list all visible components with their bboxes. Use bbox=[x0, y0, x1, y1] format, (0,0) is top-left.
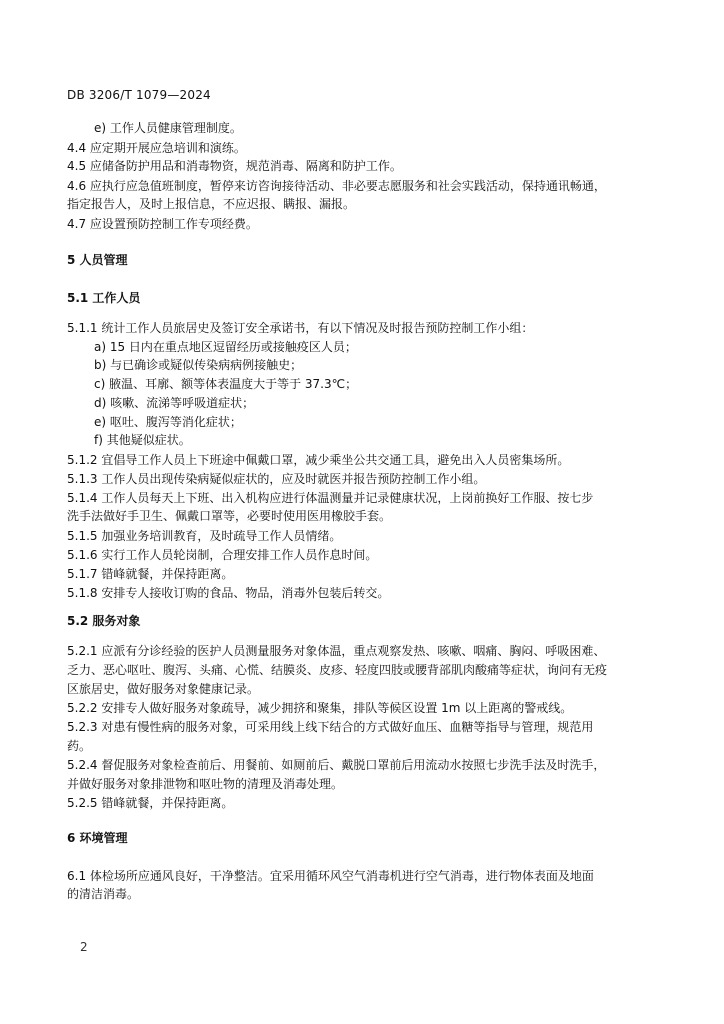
clause-4-7: 4.7 应设置预防控制工作专项经费。 bbox=[67, 217, 258, 231]
clause-5-1-7: 5.1.7 错峰就餐，并保持距离。 bbox=[67, 567, 234, 581]
list-item-e2: e) 呕吐、腹泻等消化症状； bbox=[94, 415, 242, 429]
clause-5-2-1: 5.2.1 应派有分诊经验的医护人员测量服务对象体温，重点观察发热、咳嗽、咽痛、胸闷、呼吸困难、 bbox=[67, 644, 606, 658]
clause-4-6: 4.6 应执行应急值班制度，暂停来访咨询接待活动、非必要志愿服务和社会实践活动，保持通讯畅通， bbox=[67, 179, 606, 193]
clause-4-6-cont: 指定报告人，及时上报信息，不应迟报、瞒报、漏报。 bbox=[67, 197, 356, 211]
clause-5-1-4: 5.1.4 工作人员每天上下班、出入机构应进行体温测量并记录健康状况，上岗前换好工作服、按七步 bbox=[67, 491, 594, 505]
clause-5-2-4: 5.2.4 督促服务对象检查前后、用餐前、如厕前后、戴脱口罩前后用流动水按照七步洗手法及时洗手， bbox=[67, 758, 606, 772]
clause-5-1-5: 5.1.5 加强业务培训教育，及时疏导工作人员情绪。 bbox=[67, 529, 342, 543]
clause-4-4: 4.4 应定期开展应急培训和演练。 bbox=[67, 141, 246, 155]
clause-5-1-4-cont: 洗手法做好手卫生、佩戴口罩等，必要时使用医用橡胶手套。 bbox=[67, 509, 392, 523]
clause-5-1-2: 5.1.2 宜倡导工作人员上下班途中佩戴口罩，减少乘坐公共交通工具，避免出入人员密集场所。 bbox=[67, 453, 570, 467]
list-item-a: a) 15 日内在重点地区逗留经历或接触疫区人员； bbox=[94, 340, 357, 354]
clause-5-2-4-cont: 并做好服务对象排泄物和呕吐物的清理及消毒处理。 bbox=[67, 777, 344, 791]
clause-4-5: 4.5 应储备防护用品和消毒物资，规范消毒、隔离和防护工作。 bbox=[67, 159, 402, 173]
clause-5-1-8: 5.1.8 安排专人接收订购的食品、物品，消毒外包装后转交。 bbox=[67, 586, 390, 600]
list-item-d: d) 咳嗽、流涕等呼吸道症状； bbox=[94, 396, 255, 410]
standard-number-header: DB 3206/T 1079—2024 bbox=[67, 88, 211, 102]
clause-5-2-3: 5.2.3 对患有慢性病的服务对象，可采用线上线下结合的方式做好血压、血糖等指导与管理，规范用 bbox=[67, 720, 594, 734]
list-item-f: f) 其他疑似症状。 bbox=[94, 433, 191, 447]
clause-5-2-1-cont2: 区旅居史，做好服务对象健康记录。 bbox=[67, 682, 260, 696]
clause-5-2-1-cont1: 乏力、恶心呕吐、腹泻、头痛、心慌、结膜炎、皮疹、轻度四肢或腰背部肌肉酸痛等症状，询问有无疫 bbox=[67, 663, 608, 677]
list-item-e: e) 工作人员健康管理制度。 bbox=[94, 121, 242, 135]
clause-5-2-3-cont: 药。 bbox=[67, 739, 92, 753]
clause-5-1-6: 5.1.6 实行工作人员轮岗制，合理安排工作人员作息时间。 bbox=[67, 548, 378, 562]
page-number: 2 bbox=[80, 940, 88, 954]
clause-6-1-cont: 的清洁消毒。 bbox=[67, 887, 140, 901]
section-6-heading: 6 环境管理 bbox=[67, 831, 128, 845]
list-item-b: b) 与已确诊或疑似传染病病例接触史； bbox=[94, 358, 303, 372]
section-5-2-heading: 5.2 服务对象 bbox=[67, 614, 141, 628]
section-5-heading: 5 人员管理 bbox=[67, 253, 128, 267]
clause-5-1-3: 5.1.3 工作人员出现传染病疑似症状的，应及时就医并报告预防控制工作小组。 bbox=[67, 472, 486, 486]
clause-6-1: 6.1 体检场所应通风良好，干净整洁。宜采用循环风空气消毒机进行空气消毒，进行物体表面及地面 bbox=[67, 869, 594, 883]
clause-5-2-5: 5.2.5 错峰就餐，并保持距离。 bbox=[67, 796, 234, 810]
clause-5-1-1: 5.1.1 统计工作人员旅居史及签订安全承诺书，有以下情况及时报告预防控制工作小组： bbox=[67, 321, 534, 335]
section-5-1-heading: 5.1 工作人员 bbox=[67, 291, 141, 305]
clause-5-2-2: 5.2.2 安排专人做好服务对象疏导，减少拥挤和聚集，排队等候区设置 1m 以上距离的警戒线。 bbox=[67, 701, 573, 715]
list-item-c: c) 腋温、耳廓、额等体表温度大于等于 37.3℃； bbox=[94, 377, 358, 391]
